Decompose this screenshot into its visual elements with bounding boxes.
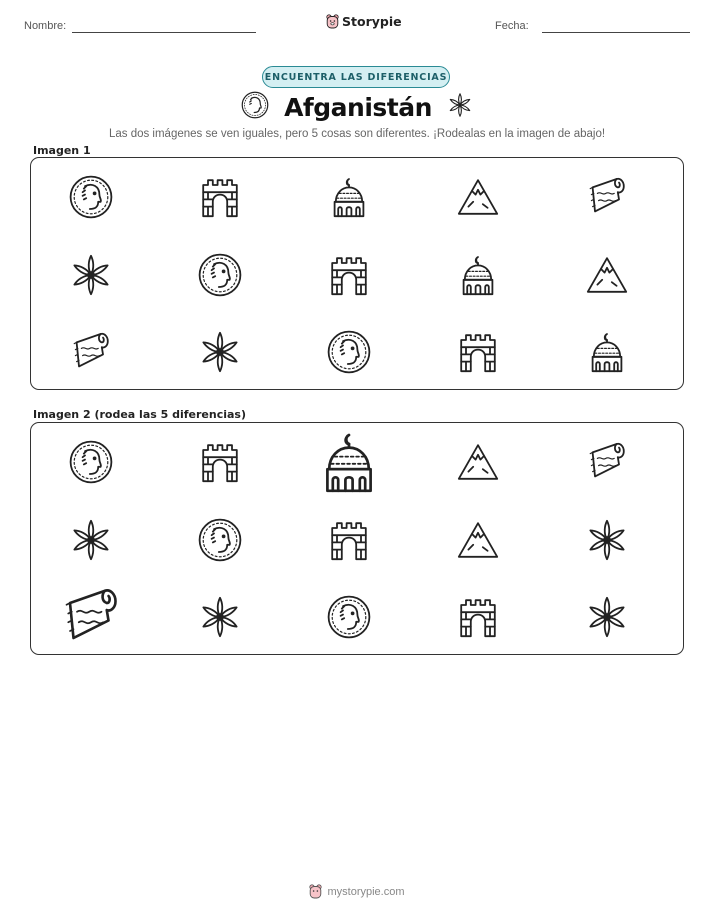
storypie-logo <box>326 14 402 29</box>
footer-site: mystorypie.com <box>327 885 405 898</box>
bear-mascot-icon <box>309 884 322 899</box>
plant-icon <box>67 251 115 299</box>
mountain-icon <box>583 251 631 299</box>
mountain-icon[interactable] <box>454 516 502 564</box>
image1-label: Imagen 1 <box>33 144 91 157</box>
mosque-icon[interactable] <box>313 426 385 498</box>
fortress-icon[interactable] <box>325 516 373 564</box>
name-field[interactable] <box>72 32 256 33</box>
name-label: Nombre: <box>24 20 67 32</box>
mosque-icon <box>583 328 631 376</box>
fortress-icon <box>325 251 373 299</box>
mountain-icon[interactable] <box>454 438 502 486</box>
bear-mascot-icon <box>326 14 339 29</box>
footer <box>0 884 714 899</box>
plant-icon <box>196 328 244 376</box>
coin-icon[interactable] <box>196 516 244 564</box>
plant-title-icon <box>446 91 474 124</box>
fortress-icon[interactable] <box>454 593 502 641</box>
instructions: Las dos imágenes se ven iguales, pero 5 cosas son diferentes. ¡Rodealas en la imagen de abajo! <box>108 128 606 140</box>
carpet-icon <box>67 328 115 376</box>
plant-icon[interactable] <box>583 516 631 564</box>
plant-icon[interactable] <box>67 516 115 564</box>
carpet-icon[interactable] <box>583 438 631 486</box>
coin-icon <box>196 251 244 299</box>
coin-icon[interactable] <box>67 438 115 486</box>
fortress-icon <box>196 173 244 221</box>
image2-panel[interactable] <box>30 422 684 655</box>
plant-icon[interactable] <box>196 593 244 641</box>
image1-panel <box>30 157 684 390</box>
carpet-icon <box>583 173 631 221</box>
date-field[interactable] <box>542 32 690 33</box>
date-label: Fecha: <box>495 20 529 32</box>
fortress-icon <box>454 328 502 376</box>
mountain-icon <box>454 173 502 221</box>
brand-name: Storypie <box>342 14 402 29</box>
mosque-icon <box>325 173 373 221</box>
coin-icon <box>325 328 373 376</box>
activity-badge: ENCUENTRA LAS DIFERENCIAS <box>262 66 450 88</box>
fortress-icon[interactable] <box>196 438 244 486</box>
image2-label: Imagen 2 (rodea las 5 diferencias) <box>33 408 247 421</box>
plant-icon[interactable] <box>583 593 631 641</box>
mosque-icon <box>454 251 502 299</box>
coin-icon <box>67 173 115 221</box>
carpet-icon[interactable] <box>56 582 126 652</box>
worksheet-title: Afganistán <box>284 93 432 122</box>
coin-icon[interactable] <box>325 593 373 641</box>
coin-title-icon <box>240 90 270 125</box>
